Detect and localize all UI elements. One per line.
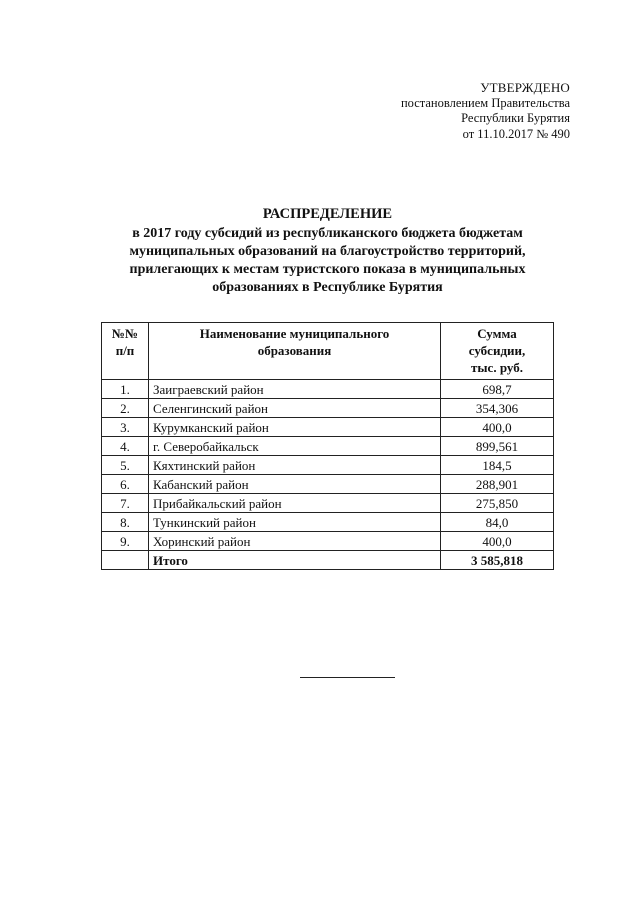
table-header-row xyxy=(102,323,554,380)
header-amount-line3: тыс. руб. xyxy=(471,360,523,375)
table-row xyxy=(102,418,554,437)
title-main: РАСПРЕДЕЛЕНИЕ xyxy=(262,206,393,222)
table-row xyxy=(102,456,554,475)
header-amount-line1: Сумма xyxy=(477,326,517,341)
header-number xyxy=(102,323,149,380)
table-row xyxy=(102,475,554,494)
row-amount: 84,0 xyxy=(441,513,554,532)
approval-line-republic: Республики Бурятия xyxy=(461,111,570,125)
row-name: Селенгинский район xyxy=(149,399,441,418)
row-amount: 400,0 xyxy=(441,532,554,551)
header-amount xyxy=(441,323,554,380)
row-number: 4. xyxy=(102,437,149,456)
row-number: 5. xyxy=(102,456,149,475)
title-subline-2: муниципальных образований на благоустройство территорий, xyxy=(129,244,526,259)
approval-heading: УТВЕРЖДЕНО xyxy=(480,80,570,95)
row-name: Кабанский район xyxy=(149,475,441,494)
row-amount: 899,561 xyxy=(441,437,554,456)
row-name: Тункинский район xyxy=(149,513,441,532)
table-row xyxy=(102,437,554,456)
table-row xyxy=(102,380,554,399)
row-name: Курумканский район xyxy=(149,418,441,437)
row-number: 8. xyxy=(102,513,149,532)
row-number: 6. xyxy=(102,475,149,494)
row-amount: 400,0 xyxy=(441,418,554,437)
row-number: 3. xyxy=(102,418,149,437)
total-number xyxy=(102,551,149,570)
approval-line-date-number: от 11.10.2017 № 490 xyxy=(462,126,570,141)
title-subline-1: в 2017 году субсидий из республиканского бюджета бюджетам xyxy=(132,226,523,241)
row-amount: 354,306 xyxy=(441,399,554,418)
header-number-line2: п/п xyxy=(115,343,135,358)
row-number: 2. xyxy=(102,399,149,418)
row-amount: 184,5 xyxy=(441,456,554,475)
row-name: Кяхтинский район xyxy=(149,456,441,475)
row-name: г. Северобайкальск xyxy=(149,437,441,456)
approval-line-resolution: постановлением Правительства xyxy=(400,95,570,110)
total-label: Итого xyxy=(149,551,441,570)
row-number: 9. xyxy=(102,532,149,551)
header-amount-line2: субсидии, xyxy=(468,343,526,358)
row-amount: 288,901 xyxy=(441,475,554,494)
title-subline-4: образованиях в Республике Бурятия xyxy=(212,280,443,295)
header-name xyxy=(149,323,441,380)
row-amount: 275,850 xyxy=(441,494,554,513)
row-name: Хоринский район xyxy=(149,532,441,551)
header-name-line2: образования xyxy=(257,343,332,358)
row-number: 7. xyxy=(102,494,149,513)
table-total-row xyxy=(102,551,554,570)
document-title xyxy=(100,205,555,297)
distribution-table xyxy=(101,322,554,570)
table-row xyxy=(102,513,554,532)
title-subline-3: прилегающих к местам туристского показа в муниципальных xyxy=(129,262,526,277)
row-name: Заиграевский район xyxy=(149,380,441,399)
closing-rule-divider xyxy=(300,677,395,678)
row-number: 1. xyxy=(102,380,149,399)
table-row xyxy=(102,494,554,513)
approval-block xyxy=(401,80,570,142)
total-amount: 3 585,818 xyxy=(441,551,554,570)
table-row xyxy=(102,399,554,418)
row-amount: 698,7 xyxy=(441,380,554,399)
table-row xyxy=(102,532,554,551)
header-name-line1: Наименование муниципального xyxy=(199,326,390,341)
row-name: Прибайкальский район xyxy=(149,494,441,513)
header-number-line1: №№ xyxy=(111,326,139,341)
